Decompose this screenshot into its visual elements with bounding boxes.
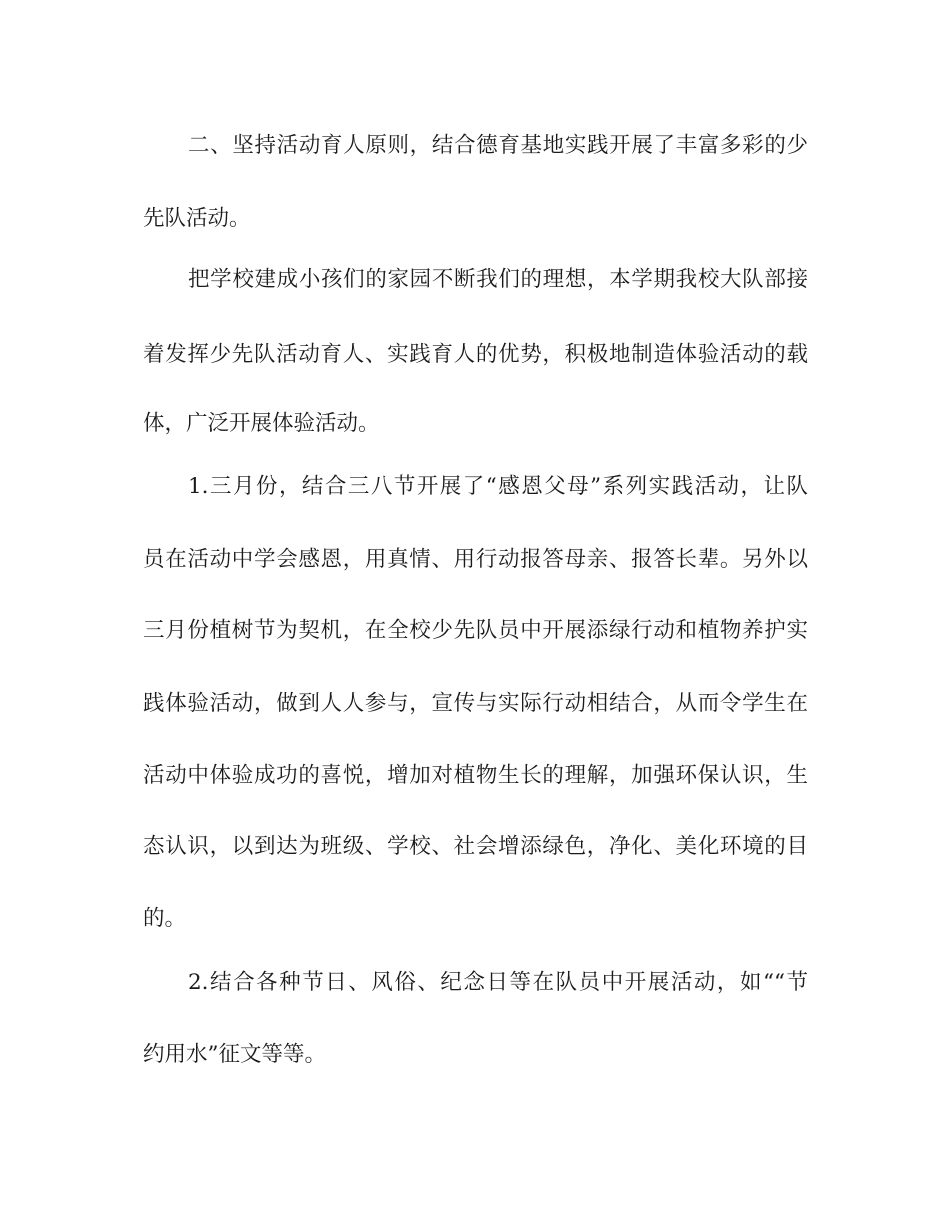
paragraph-4-line-1: 2.结合各种节日、风俗、纪念日等在队员中开展活动，如““节 xyxy=(188,970,808,995)
paragraph-2-line-3: 体，广泛开展体验活动。 xyxy=(143,411,380,436)
paragraph-3-line-6: 态认识，以到达为班级、学校、社会增添绿色，净化、美化环境的目 xyxy=(143,834,808,859)
paragraph-3-line-4: 践体验活动，做到人人参与，宣传与实际行动相结合，从而令学生在 xyxy=(143,691,808,716)
paragraph-3-line-1: 1.三月份，结合三八节开展了“感恩父母”系列实践活动，让队 xyxy=(188,474,808,499)
paragraph-4-line-2: 约用水”征文等等。 xyxy=(143,1042,326,1067)
paragraph-2-line-1: 把学校建成小孩们的家园不断我们的理想，本学期我校大队部接 xyxy=(188,267,808,292)
paragraph-3-line-5: 活动中体验成功的喜悦，增加对植物生长的理解，加强环保认识，生 xyxy=(143,763,808,788)
paragraph-3-line-3: 三月份植树节为契机，在全校少先队员中开展添绿行动和植物养护实 xyxy=(143,618,808,643)
paragraph-1-line-1: 二、坚持活动育人原则，结合德育基地实践开展了丰富多彩的少 xyxy=(188,133,808,158)
paragraph-2-line-2: 着发挥少先队活动育人、实践育人的优势，积极地制造体验活动的载 xyxy=(143,342,808,367)
paragraph-3-line-7: 的。 xyxy=(143,906,187,931)
paragraph-1-line-2: 先队活动。 xyxy=(143,206,251,231)
paragraph-3-line-2: 员在活动中学会感恩，用真情、用行动报答母亲、报答长辈。另外以 xyxy=(143,547,808,572)
